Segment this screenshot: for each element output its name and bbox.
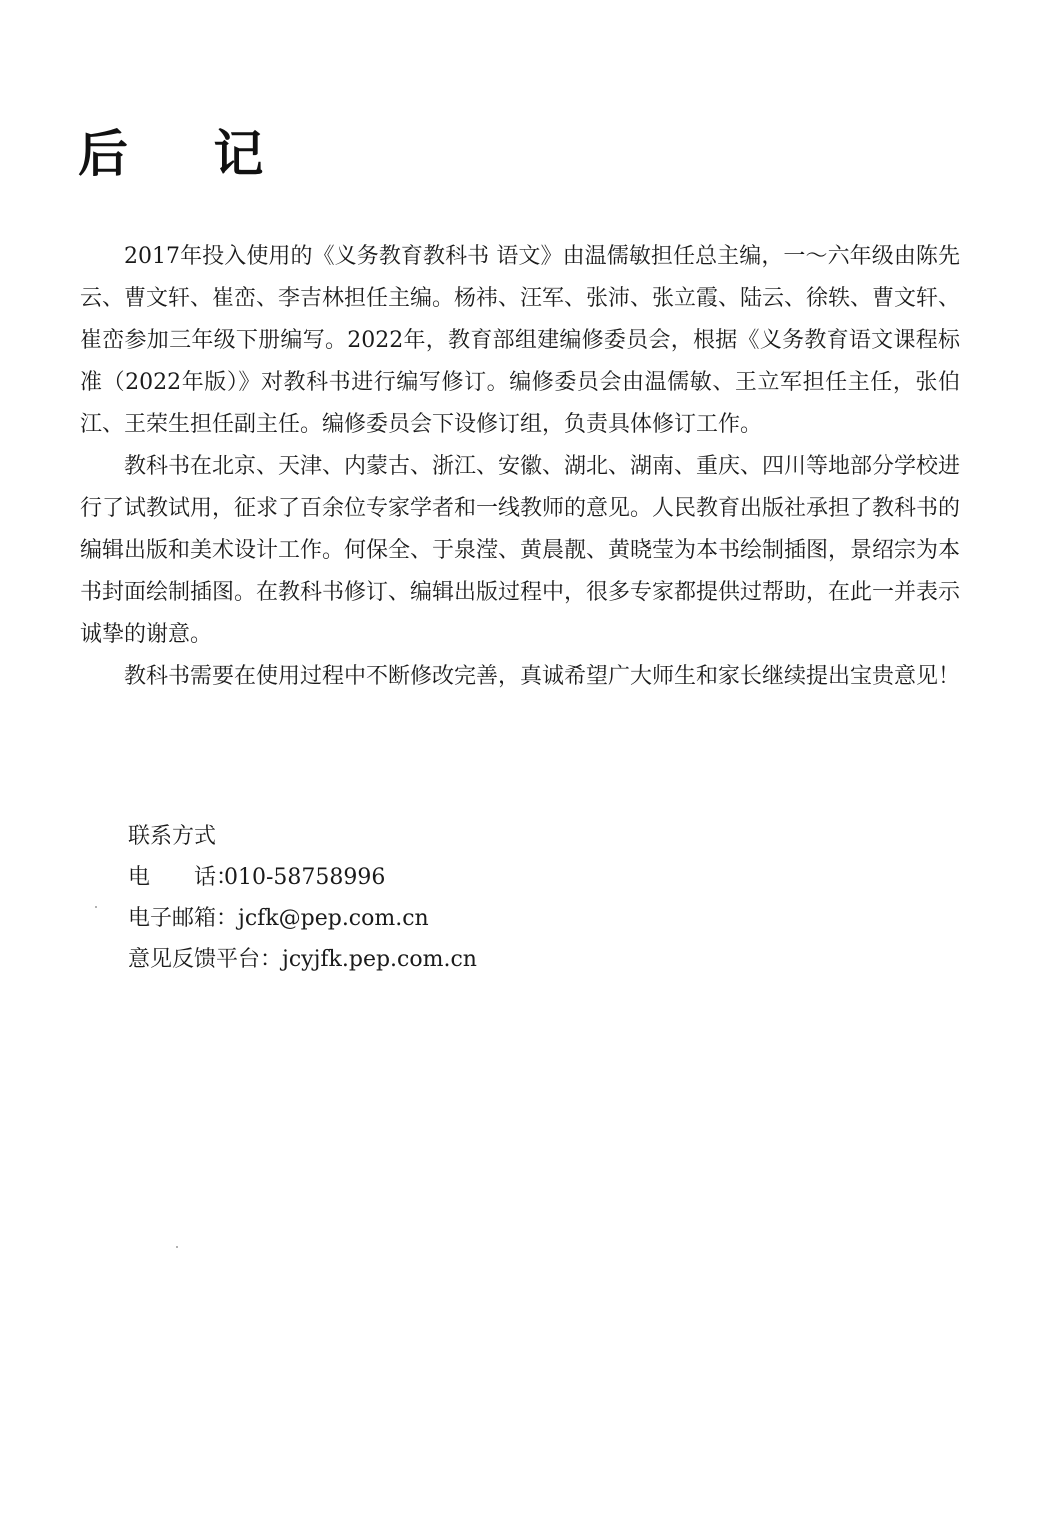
paragraph-feedback: 教科书需要在使用过程中不断修改完善，真诚希望广大师生和家长继续提出宝贵意见！ [124, 664, 961, 689]
afterword-body [80, 236, 960, 698]
paragraph-trials: 教科书在北京、天津、内蒙古、浙江、安徽、湖北、湖南、重庆、四川等地部分学校进行了试教试用，征求了百余位专家学者和一线教师的意见。人民教育出版社承担了教科书的编辑出版和美术设计工作。何保全、于泉滢、黄晨靓、黄晓莹为本书绘制插图，景绍宗为本书封面绘制插图。在教科书修订、编辑出版过程中，很多专家都提供过帮助，在此一并表示诚挚的谢意。 [80, 454, 961, 647]
email-label: 电子邮箱： [128, 906, 239, 931]
paragraph-editors: 2017年投入使用的《义务教育教科书 语文》由温儒敏担任总主编，一～六年级由陈先云、曹文轩、崔峦、李吉林担任主编。杨祎、汪军、张沛、张立霞、陆云、徐轶、曹文轩、崔峦参加三年级下册编写。2022年，教育部组建编修委员会，根据《义务教育语文课程标准（2022年版）》对教科书进行编写修订。编修委员会由温儒敏、王立军担任主任，张伯江、王荣生担任副主任。编修委员会下设修订组，负责具体修订工作。 [80, 244, 961, 437]
feedback-value: jcyjfk.pep.com.cn [282, 947, 477, 972]
phone-value: 010-58758996 [224, 865, 386, 890]
contact-email-row [128, 898, 728, 939]
contact-heading: 联系方式 [128, 824, 217, 849]
email-value: jcfk@pep.com.cn [238, 906, 429, 931]
contact-feedback-row [128, 939, 728, 980]
scan-speck [176, 1246, 178, 1248]
phone-label: 电 话： [128, 865, 239, 890]
page-title: 后 记 [78, 125, 298, 183]
contact-info [128, 816, 728, 980]
feedback-label: 意见反馈平台： [128, 947, 283, 972]
scan-speck [95, 906, 97, 908]
contact-phone-row [128, 857, 728, 898]
